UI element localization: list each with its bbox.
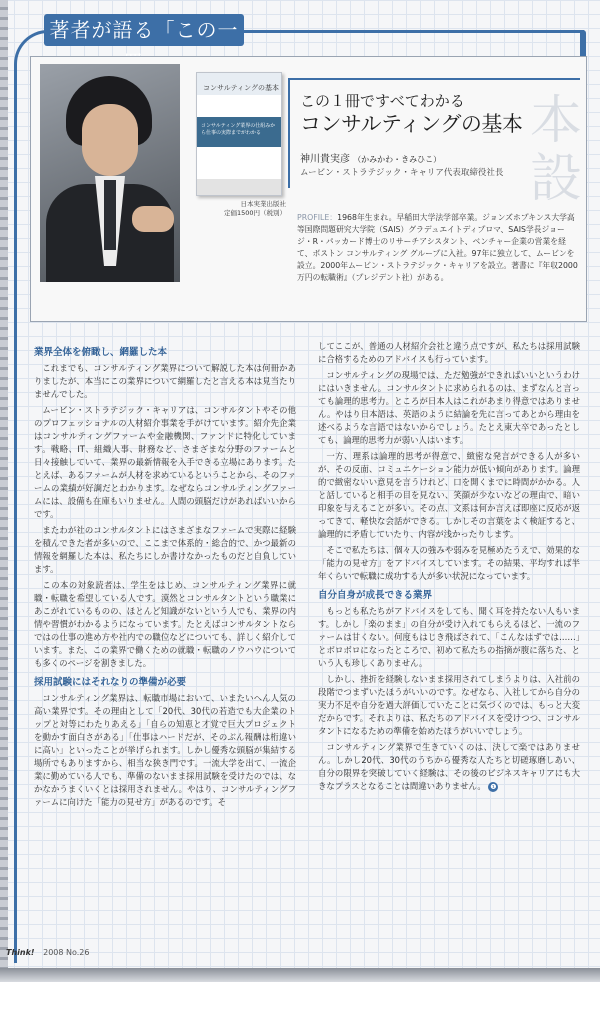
section-heading-1: 業界全体を俯瞰し、網羅した本 xyxy=(34,347,168,358)
paragraph-5: コンサルティング業界は、転職市場において、いまたいへん人気の高い業界です。その理由として「20代、30代の若造でも大企業のトップと対等にわたりあえる」「自らの知恵と才覚で巨大プロジェクトを動かす面白さがある」「仕事はハードだが、そのぶん報酬は桁違いに高い」といったことが挙げられます。しかし優秀な頭脳が集結する場所でもありますから、相当な狭き門です。一流大学を出て、一流企業に勤めている人でも、準備のないまま採用試験を受けたのでは、なかなかうまくいくとは採用されません。やはり、コンサルティングファームに向けた「能力の見せ方」があるのです。そ xyxy=(34,693,296,807)
article-column-right xyxy=(318,340,580,796)
paragraph-8: 一方、理系は論理的思考が得意で、緻密な発言ができる人が多いが、その反面、コミュニケーション能力が低い傾向があります。論理的で緻密ないい意見を言うけれど、口を開くまでに時間がかかる。人と話していると相手の目を見ない、笑顔が少ないなどの理由で、暗い印象を与えることが多い。その点、文系は何か言えば即座に反応が返ってきて、軽快な会話ができる。しかしその言葉をよく検証すると、論理的に矛盾していたり、内容が浅かったりします。 xyxy=(318,451,580,539)
book-price: 定価1500円（税別） xyxy=(223,209,286,217)
author-name: 神川貴実彦 xyxy=(300,154,350,165)
paragraph-6: してここが、普通の人材紹介会社と違う点ですが、私たちは採用試験に合格するためのアドバイスも行っています。 xyxy=(318,341,580,364)
footer-brand: Think! xyxy=(6,948,35,957)
profile-label: PROFILE： xyxy=(297,213,338,222)
book-publisher: 日本実業出版社 xyxy=(240,200,286,208)
article-title: コンサルティングの基本 xyxy=(300,112,523,136)
author-role: ムービン・ストラテジック・キャリア代表取締役社長 xyxy=(300,168,504,178)
paragraph-12 xyxy=(318,741,580,793)
article-column-left xyxy=(34,340,296,812)
photo-tie xyxy=(104,180,116,250)
footer-issue: 2008 No.26 xyxy=(43,948,90,957)
section-badge: 著者が語る「この一 xyxy=(44,14,244,46)
photo-face xyxy=(82,104,138,176)
paragraph-9: そこで私たちは、個々人の強みや弱みを見極めたうえで、効果的な「能力の見せ方」をアドバイスしています。その結果、平均すれば半年くらいで転職に成功する人が多い状況になっています。 xyxy=(318,545,580,581)
author-profile xyxy=(297,212,579,284)
book-cover xyxy=(196,72,282,196)
book-publisher-info xyxy=(192,200,286,218)
paragraph-11: しかし、挫折を経験しないまま採用されてしまうよりは、入社前の段階でつまずいたほうがいいのです。なぜなら、入社してから自分の実力不足や自分を過大評価していたことに気づくのでは、もっと大変だからです。それよりは、私たちのアドバイスを受けつつ、コンサルタントになるための準備を始めたほうがいいでしょう。 xyxy=(318,674,580,736)
page-footer xyxy=(6,948,89,957)
section-heading-3: 自分自身が成長できる業界 xyxy=(318,590,433,601)
end-mark-icon: ❶ xyxy=(490,783,497,791)
section-heading-2: 採用試験にはそれなりの準備が必要 xyxy=(34,677,187,688)
paragraph-1: これまでも、コンサルティング業界について解説した本は何冊かありましたが、本当にこの業界について網羅したと言える本は見当たりませんでした。 xyxy=(34,363,296,399)
paragraph-7: コンサルティングの現場では、ただ勉強ができればいいというわけにはいきません。コンサルタントに求められるのは、まずなんと言っても論理的思考力。ところが日本人はこれがあまり得意ではありません。やはり日本語は、英語のように結論を先に言ってあとから理由を述べるような言語ではないからでしょう。たとえ東大卒であったとしても、論理的思考力が弱い人はいます。 xyxy=(318,370,580,445)
paragraph-3: またわが社のコンサルタントにはさまざまなファームで実際に経験を積んできた者が多いので、ここまで体系的・総合的で、かつ最新の情報を網羅した本は、私たちにしか書けなかったものだと自負しています。 xyxy=(34,525,296,574)
photo-hand xyxy=(132,206,174,232)
page-bottom-shadow xyxy=(0,968,600,982)
book-cover-subtitle: コンサルティング業界の仕組みから仕事の実際までがわかる xyxy=(201,123,276,136)
article-subtitle: この１冊ですべてわかる xyxy=(300,92,465,110)
decorative-background-glyph: 本 設 xyxy=(529,91,582,209)
author-name-line xyxy=(300,150,441,165)
paragraph-12-text: コンサルティング業界で生きていくのは、決して楽ではありません。しかし20代、30代のうちから優秀な人たちと切磋琢磨しあい、自分の限界を突破していく経験は、その後のビジネスキャリアにも大きなプラスとなることは間違いありません。 xyxy=(318,742,580,791)
header-rule xyxy=(244,30,584,33)
book-cover-footer xyxy=(197,179,281,195)
author-photo xyxy=(40,64,180,282)
paragraph-10: もっとも私たちがアドバイスをしても、聞く耳を持たない人もいます。しかし「楽のまま」の自分が受け入れてもらえるほど、一流のファームは甘くない。何度もはじき飛ばされて、「こんなはずでは……」とボロボロになったところで、初めて私たちの指摘が腹に落ちた、という人も珍しくありません。 xyxy=(318,606,580,668)
paragraph-4: この本の対象読者は、学生をはじめ、コンサルティング業界に就職・転職を希望している人です。漠然とコンサルタントという職業にあこがれているものの、ほとんど知識がないという人でも、業界の内情や習慣がわかるようになっています。たとえばコンサルタントならではの仕事の進め方や社内での職位などについても、詳しく紹介しています。また、この業界で働くための就職・転職のノウハウについても多くのページを割きました。 xyxy=(34,580,296,668)
profile-text: 1968年生まれ。早稲田大学法学部卒業。ジョンズホプキンス大学高等国際問題研究大学院（SAIS）グラデュエイトディプロマ、SAIS学長ジョージ・R・パッカード博士のリサーチアシスタント、ベンチャー企業の営業を経て、ボストン コンサルティング グループに入社。97年に独立して、ムービンを設立。2000年ムービン・ストラテジック・キャリアを設立。著書に『年収2000万円の転職術』（プレジデント社）がある。 xyxy=(297,213,578,282)
book-cover-title: コンサルティングの基本 xyxy=(203,84,279,92)
paragraph-2: ムービン・ストラテジック・キャリアは、コンサルタントやその他のプロフェッショナルの人材紹介事業を手がけています。紹介先企業はコンサルティングファームや金融機関、ファンドに特化しています。戦略、IT、組織人事、財務など、さまざまな分野のファームと日々接触していて、業界の最新情報を入手できる立場にあります。たとえば、あるファームが人材を求めているということから、そのファームの業績が好調だとわかります。なぜならコンサルティングファームには、設備も在庫もいりません。人間の頭脳だけがあればいいからです。 xyxy=(34,405,296,519)
author-reading: （かみかわ・きみひこ） xyxy=(353,155,442,164)
binding-edge xyxy=(0,0,8,975)
